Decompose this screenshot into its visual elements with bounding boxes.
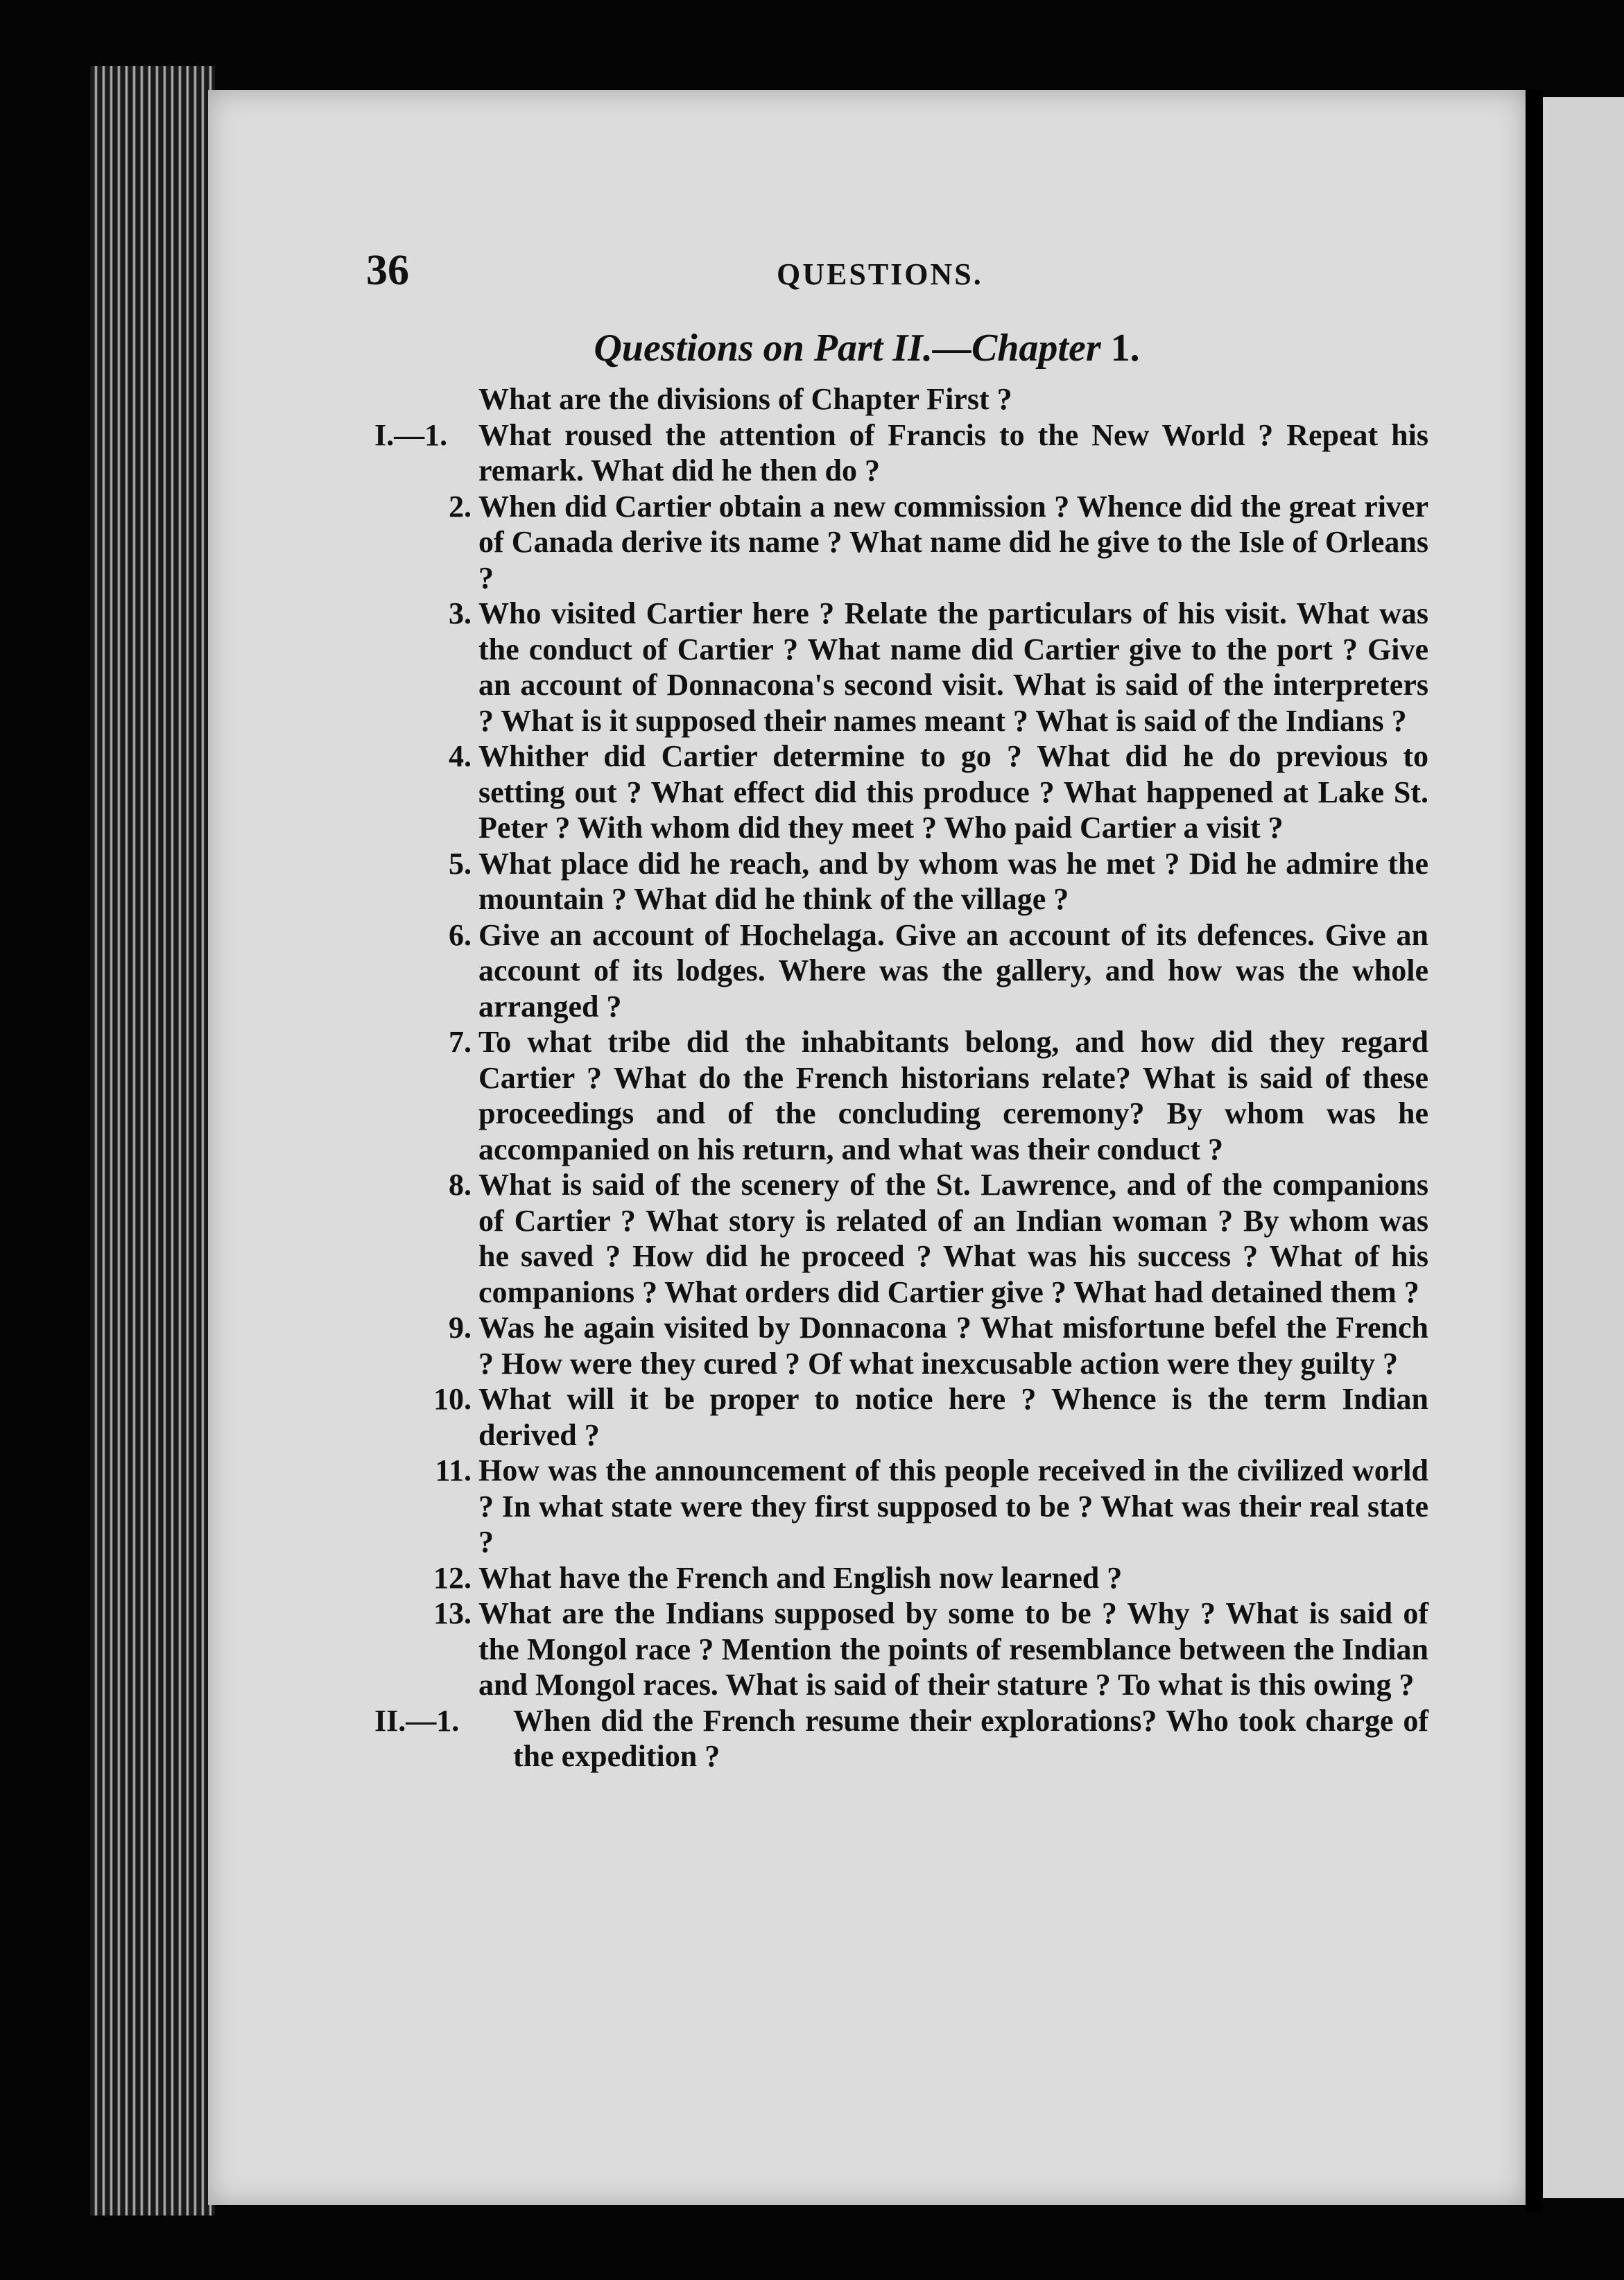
intro-question <box>374 381 1428 417</box>
question-item <box>374 1596 1428 1703</box>
question-item <box>374 1703 1428 1774</box>
question-text: What roused the attention of Francis to the New World ? Repeat his remark. What did he then do ? <box>478 417 1428 487</box>
question-label: 2. <box>449 489 472 524</box>
intro-question-text: What are the divisions of Chapter First ? <box>478 382 1012 416</box>
question-text: When did the French resume their explorations? Who took charge of the expedition ? <box>513 1703 1428 1773</box>
question-text: What place did he reach, and by whom was he met ? Did he admire the mountain ? What did he think of the village ? <box>478 846 1428 916</box>
question-item <box>374 417 1428 489</box>
question-item <box>374 1453 1428 1560</box>
question-item <box>374 1024 1428 1167</box>
page-number: 36 <box>366 247 409 294</box>
question-label: 7. <box>449 1025 472 1059</box>
question-label: 12. <box>433 1560 472 1595</box>
question-label: 5. <box>449 846 472 881</box>
chapter-title-text: Questions on Part II.—Chapter <box>594 327 1101 370</box>
question-text: What have the French and English now learned ? <box>478 1560 1123 1595</box>
question-text: When did Cartier obtain a new commission ? Whence did the great river of Canada derive its name ? What name did he give to the Isle of Orleans ? <box>478 489 1428 595</box>
question-item <box>374 739 1428 846</box>
question-item <box>374 1381 1428 1453</box>
question-label: II.—1. <box>374 1703 460 1738</box>
page-header <box>208 246 1526 302</box>
question-label: 3. <box>449 596 472 630</box>
running-head: QUESTIONS. <box>777 257 983 291</box>
question-label: 11. <box>435 1453 472 1487</box>
question-text: How was the announcement of this people received in the civilized world ? In what state were they first supposed to be ? What was their real state ? <box>478 1453 1428 1559</box>
book-page <box>208 90 1526 2205</box>
questions-list <box>374 381 1428 1774</box>
question-item <box>374 596 1428 739</box>
question-label: 4. <box>449 739 472 773</box>
book-page-edges <box>90 66 215 2216</box>
question-item <box>374 489 1428 596</box>
question-text: Who visited Cartier here ? Relate the particulars of his visit. What was the conduct of Cartier ? What name did Cartier give to the port ? Give an account of Donnacona's second visit. What is said of the interpreters ? What is it supposed their names meant ? What is said of the Indians ? <box>478 596 1428 738</box>
question-text: What are the Indians supposed by some to be ? Why ? What is said of the Mongol race ? Mention the points of resemblance between the Indian and Mongol races. What is said of their stature ? To what is this owing ? <box>478 1596 1428 1702</box>
question-label: 9. <box>449 1311 472 1345</box>
page-gutter <box>1526 90 1543 2212</box>
question-text: What will it be proper to notice here ? Whence is the term Indian derived ? <box>478 1382 1428 1452</box>
chapter-title <box>208 326 1526 370</box>
question-text: Whither did Cartier determine to go ? What did he do previous to setting out ? What effect did this produce ? What happened at Lake St. Peter ? With whom did they meet ? Who paid Cartier a visit ? <box>478 739 1428 845</box>
question-text: To what tribe did the inhabitants belong, and how did they regard Cartier ? What do the French historians relate? What is said of these proceedings and of the concluding ceremony? By whom was he accompanied on his return, and what was their conduct ? <box>478 1025 1428 1166</box>
question-item <box>374 1310 1428 1381</box>
question-label: 6. <box>449 917 472 952</box>
question-text: Was he again visited by Donnacona ? What misfortune befel the French ? How were they cured ? Of what inexcusable action were they guilty ? <box>478 1311 1428 1381</box>
question-label: I.—1. <box>374 417 448 452</box>
adjacent-page-edge <box>1543 97 1624 2198</box>
question-label: 8. <box>449 1168 472 1202</box>
question-item <box>374 1560 1428 1596</box>
question-label: 13. <box>433 1596 472 1630</box>
question-item <box>374 1167 1428 1310</box>
question-text: What is said of the scenery of the St. Lawrence, and of the companions of Cartier ? What story is related of an Indian woman ? By whom was he saved ? How did he proceed ? What was his success ? What of his companions ? What orders did Cartier give ? What had detained them ? <box>478 1168 1428 1309</box>
question-item <box>374 846 1428 917</box>
chapter-number: 1. <box>1110 327 1140 370</box>
question-text: Give an account of Hochelaga. Give an account of its defences. Give an account of its lodges. Where was the gallery, and how was the whole arranged ? <box>478 917 1428 1024</box>
question-label: 10. <box>433 1382 472 1416</box>
question-item <box>374 917 1428 1025</box>
